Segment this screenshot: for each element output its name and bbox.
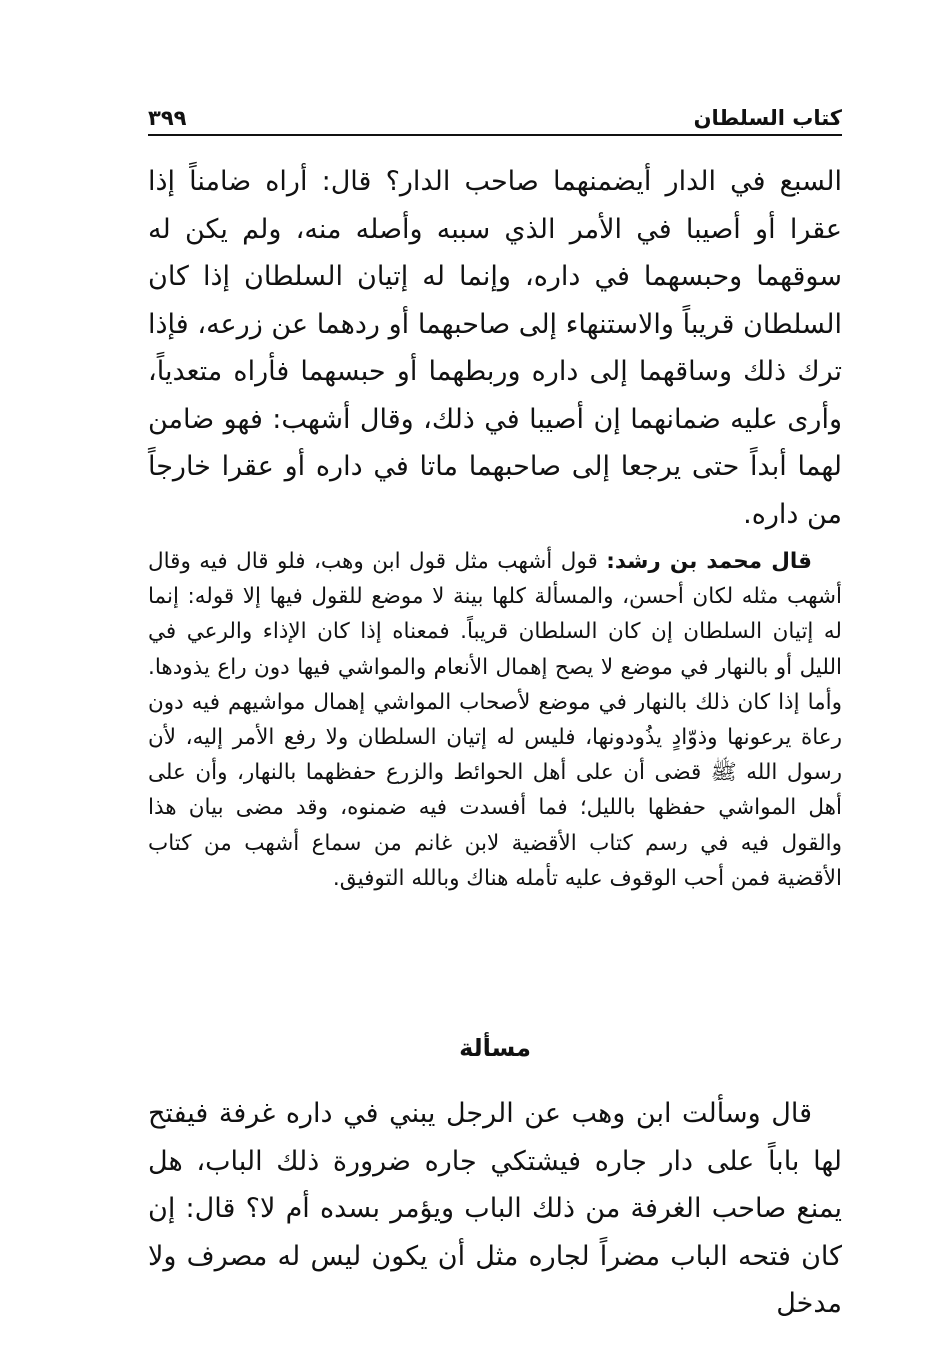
section-title: مسألة (459, 1034, 531, 1062)
commentary-text: قول أشهب مثل قول ابن وهب، فلو قال فيه وقال أشهب مثله لكان أحسن، والمسألة كلها بينة لا موضع للقول فيها إلا قوله: إنما له إتيان السلطان إن كان السلطان قريباً. فمعناه إذا كان الإذاء والرعي في الليل أو بالنهار في موضع لا يصح إهمال الأنعام والمواشي فيها دون راع يذودها. وأما إذا كان ذلك بالنهار في موضع لأصحاب المواشي إهمال مواشيهم فيه دون رعاة يرعونها وذوّادٍ يذُودونها، فليس له إتيان السلطان ولا رفع الأمر إليه، لأن رسول الله ﷺ قضى أن على أهل الحوائط والزرع حفظهما بالنهار، وأن على أهل المواشي حفظها بالليل؛ فما أفسدت فيه ضمنوه، وقد مضى بيان هذا والقول فيه في رسم كتاب الأقضية لابن غانم من سماع أشهب من كتاب الأقضية فمن أحب الوقوف عليه تأمله هناك وبالله التوفيق. (148, 549, 842, 891)
chapter-title: كتاب السلطان (693, 106, 842, 130)
question-text: قال وسألت ابن وهب عن الرجل يبني في داره غرفة فيفتح لها باباً على دار جاره فيشتكي جاره ضرورة ذلك الباب، هل يمنع صاحب الغرفة من ذلك الباب ويؤمر بسده أم لا؟ قال: إن كان فتحه الباب مضراً لجاره مثل أن يكون ليس له مصرف ولا مدخل (148, 1098, 842, 1319)
question-paragraph (148, 1090, 842, 1328)
page-number: ٣٩٩ (148, 106, 187, 130)
header-rule (148, 134, 842, 136)
commentator-name: قال محمد بن رشد: (606, 549, 812, 574)
paragraph-continued: السبع في الدار أيضمنهما صاحب الدار؟ قال: أراه ضامناً إذا عقرا أو أصيبا في الأمر الذي سببه وأصله منه، ولم يكن له سوقهما وحبسهما في داره، وإنما له إتيان السلطان إذا كان السلطان قريباً والاستنهاء إلى صاحبهما أو ردهما عن زرعه، فإذا ترك ذلك وساقهما إلى داره وربطهما أو حبسهما فأراه متعدياً، وأرى عليه ضمانهما إن أصيبا في ذلك، وقال أشهب: فهو ضامن لهما أبداً حتى يرجعا إلى صاحبهما ماتا في داره أو عقرا خارجاً من داره. (148, 166, 842, 530)
commentary-paragraph (148, 544, 842, 896)
running-header (148, 96, 842, 130)
